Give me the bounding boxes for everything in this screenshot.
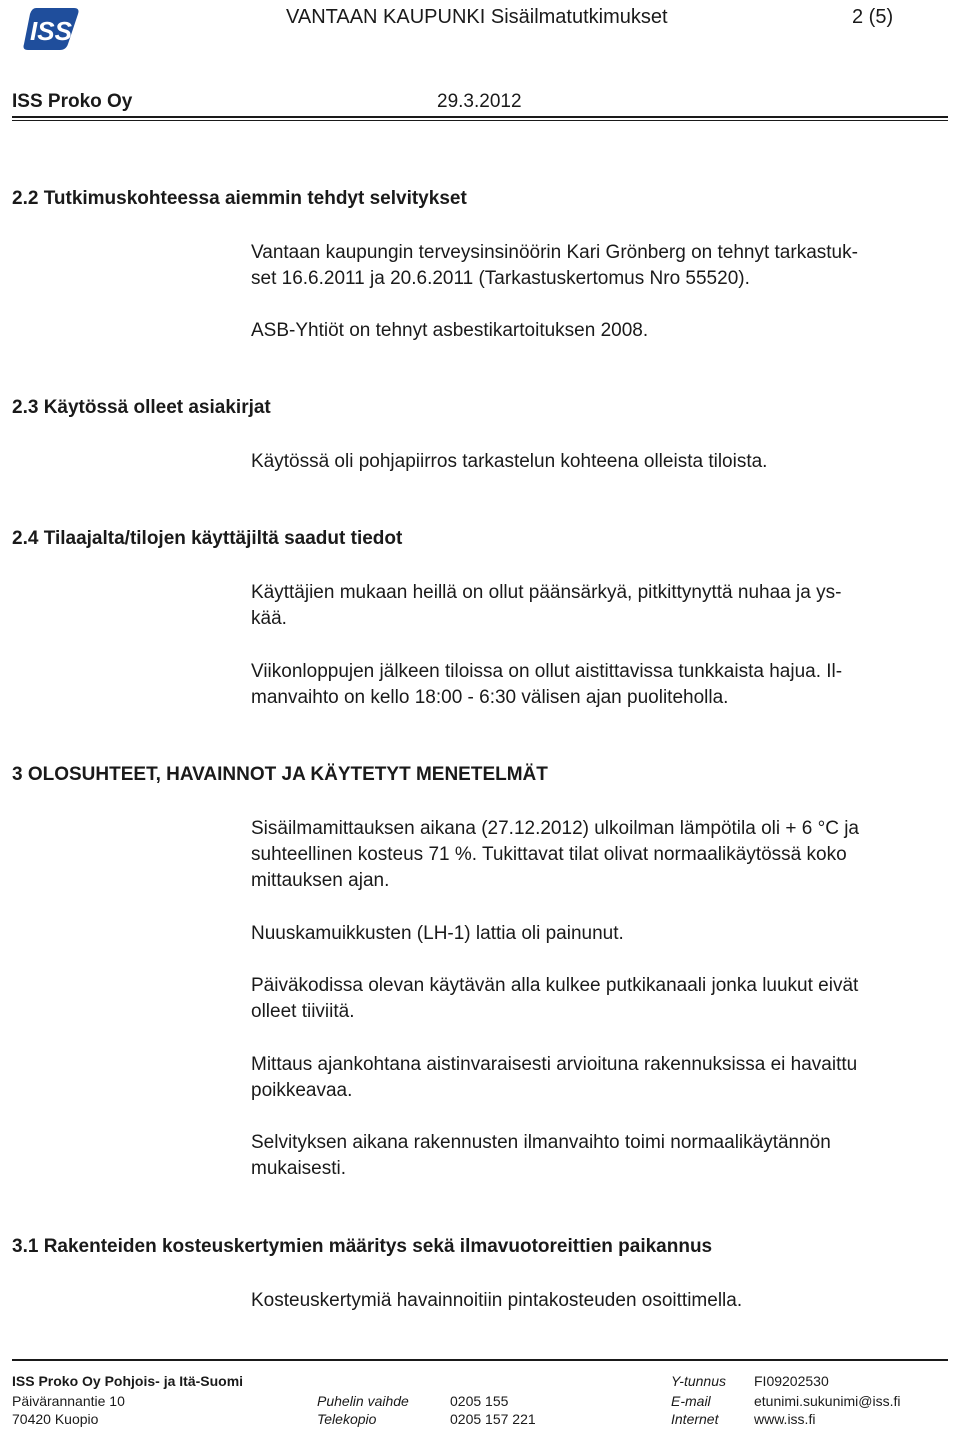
- paragraph-line: Nuuskamuikkusten (LH-1) lattia oli painunut.: [251, 923, 624, 944]
- footer-postal: 70420 Kuopio: [12, 1411, 99, 1427]
- header-date: 29.3.2012: [437, 91, 522, 112]
- heading-2-4: 2.4 Tilaajalta/tilojen käyttäjiltä saadut tiedot: [12, 528, 403, 549]
- paragraph-line: Sisäilmamittauksen aikana (27.12.2012) ulkoilman lämpötila oli + 6 °C ja: [251, 818, 859, 839]
- paragraph-line: Päiväkodissa olevan käytävän alla kulkee putkikanaali jonka luukut eivät: [251, 975, 859, 996]
- paragraph-line: Mittaus ajankohtana aistinvaraisesti arvioituna rakennuksissa ei havaittu: [251, 1054, 858, 1075]
- footer-email: etunimi.sukunimi@iss.fi: [754, 1393, 901, 1409]
- heading-3-1: 3.1 Rakenteiden kosteuskertymien määritys sekä ilmavuotoreittien paikannus: [12, 1236, 713, 1257]
- paragraph-line: suhteellinen kosteus 71 %. Tukittavat tilat olivat normaalikäytössä koko: [251, 844, 847, 865]
- paragraph-line: set 16.6.2011 ja 20.6.2011 (Tarkastuskertomus Nro 55520).: [251, 268, 750, 289]
- document-title: VANTAAN KAUPUNKI Sisäilmatutkimukset: [286, 6, 668, 28]
- paragraph-line: ASB-Yhtiöt on tehnyt asbestikartoituksen 2008.: [251, 320, 649, 341]
- header-rule-thin: [12, 120, 948, 121]
- footer-phone: 0205 155: [450, 1393, 509, 1409]
- page-number: 2 (5): [852, 6, 894, 28]
- heading-2-2: 2.2 Tutkimuskohteessa aiemmin tehdyt selvitykset: [12, 188, 467, 209]
- paragraph-line: poikkeavaa.: [251, 1080, 353, 1101]
- header-company: ISS Proko Oy: [12, 91, 133, 112]
- footer-internet: www.iss.fi: [754, 1411, 816, 1427]
- footer-email-label: E-mail: [671, 1393, 711, 1409]
- paragraph-line: Käyttäjien mukaan heillä on ollut päänsärkyä, pitkittynyttä nuhaa ja ys-: [251, 582, 842, 603]
- footer-rule: [12, 1359, 948, 1361]
- heading-3: 3 OLOSUHTEET, HAVAINNOT JA KÄYTETYT MENETELMÄT: [12, 764, 548, 785]
- footer-ytunnus-label: Y-tunnus: [671, 1373, 726, 1389]
- header-rule: [12, 116, 948, 118]
- paragraph-line: mukaisesti.: [251, 1158, 347, 1179]
- paragraph-line: Selvityksen aikana rakennusten ilmanvaihto toimi normaalikäytännön: [251, 1132, 831, 1153]
- paragraph-line: manvaihto on kello 18:00 - 6:30 välisen ajan puoliteholla.: [251, 687, 729, 708]
- paragraph-line: kää.: [251, 608, 287, 629]
- iss-logo-icon: [22, 4, 82, 52]
- paragraph-line: Kosteuskertymiä havainnoitiin pintakosteuden osoittimella.: [251, 1290, 743, 1311]
- footer-phone-label: Puhelin vaihde: [317, 1393, 409, 1409]
- footer-ytunnus: FI09202530: [754, 1373, 829, 1389]
- footer-address: Päivärannantie 10: [12, 1393, 125, 1409]
- paragraph-line: Vantaan kaupungin terveysinsinöörin Kari Grönberg on tehnyt tarkastuk-: [251, 242, 858, 263]
- logo-text: ISS: [30, 16, 72, 46]
- paragraph-line: mittauksen ajan.: [251, 870, 390, 891]
- paragraph-line: Viikonloppujen jälkeen tiloissa on ollut aistittavissa tunkkaista hajua. Il-: [251, 661, 843, 682]
- footer-company: ISS Proko Oy Pohjois- ja Itä-Suomi: [12, 1373, 244, 1389]
- heading-2-3: 2.3 Käytössä olleet asiakirjat: [12, 397, 271, 418]
- paragraph-line: olleet tiiviitä.: [251, 1001, 355, 1022]
- iss-logo: [22, 4, 82, 52]
- footer-fax-label: Telekopio: [317, 1411, 377, 1427]
- paragraph-line: Käytössä oli pohjapiirros tarkastelun kohteena olleista tiloista.: [251, 451, 768, 472]
- footer-internet-label: Internet: [671, 1411, 719, 1427]
- footer-fax: 0205 157 221: [450, 1411, 536, 1427]
